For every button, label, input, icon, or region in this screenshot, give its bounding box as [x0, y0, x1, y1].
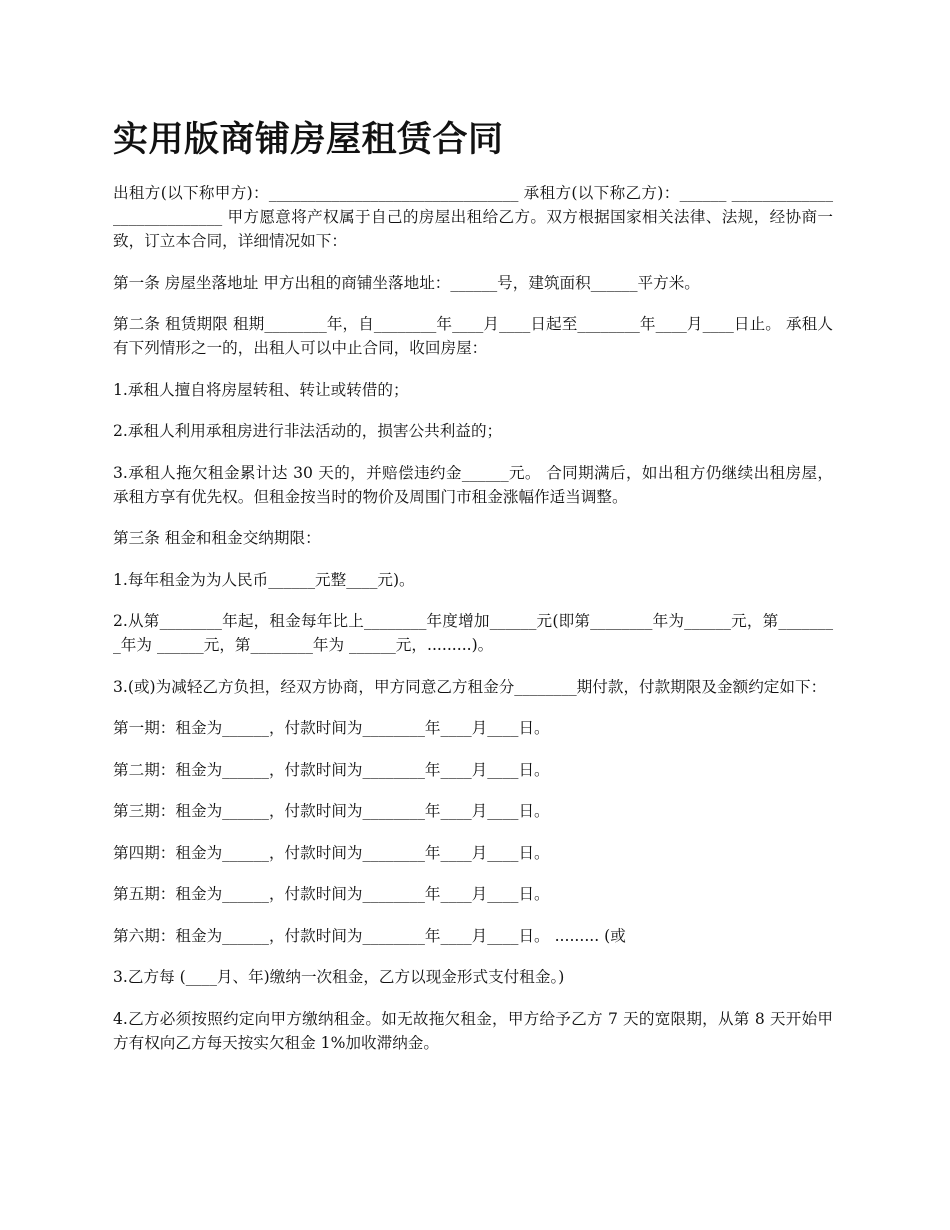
installment-6: 第六期：租金为______，付款时间为________年____月____日。 ......... (或	[113, 926, 626, 945]
rent-clause-4: 4.乙方必须按照约定向甲方缴纳租金。如无故拖欠租金，甲方给予乙方 7 天的宽限期，从第 8 天开始甲方有权向乙方每天按实欠租金 1%加收滞纳金。	[113, 1009, 833, 1052]
rent-clause-3-alt: 3.乙方每 (____月、年)缴纳一次租金，乙方以现金形式支付租金。)	[113, 968, 565, 986]
termination-clause-2: 2.承租人利用承租房进行非法活动的，损害公共利益的；	[113, 422, 503, 440]
article-1-location: 第一条 房屋坐落地址 甲方出租的商铺坐落地址：______号，建筑面积______平方米。	[113, 273, 700, 292]
parties-paragraph: 出租方(以下称甲方)：________________________________ 承租方(以下称乙方)：______ ___________________________ 甲方愿意将产权属于自己的房屋出租给乙方。双方根据国家相关法律、法规，经协商一致，订立本合同，详细情况如下：	[113, 184, 833, 250]
installment-1: 第一期：租金为______，付款时间为________年____月____日。	[113, 719, 550, 737]
installment-3: 第三期：租金为______，付款时间为________年____月____日。	[113, 802, 550, 820]
article-3-heading: 第三条 租金和租金交纳期限：	[113, 529, 321, 547]
termination-clause-3: 3.承租人拖欠租金累计达 30 天的，并赔偿违约金______元。 合同期满后，如出租方仍继续出租房屋，承租方享有优先权。但租金按当时的物价及周围门市租金涨幅作适当调整。	[113, 463, 833, 506]
installment-5: 第五期：租金为______，付款时间为________年____月____日。	[113, 885, 550, 903]
installment-4: 第四期：租金为______，付款时间为________年____月____日。	[113, 843, 550, 862]
termination-clause-1: 1.承租人擅自将房屋转租、转让或转借的；	[113, 380, 409, 399]
rent-clause-3: 3.(或)为减轻乙方负担，经双方协商，甲方同意乙方租金分________期付款，付款期限及金额约定如下：	[113, 677, 827, 696]
article-2-term: 第二条 租赁期限 租期________年，自________年____月____日起至________年____月____日止。 承租人有下列情形之一的，出租人可以中止合同，收回房屋：	[113, 315, 833, 357]
rent-clause-1: 1.每年租金为为人民币______元整____元)。	[113, 570, 415, 589]
document-body	[113, 181, 833, 1072]
rent-clause-2: 2.从第________年起，租金每年比上________年度增加______元(即第________年为______元，第________年为 ______元，第________年为 ______元，.........)。	[113, 612, 833, 654]
document-title: 实用版商铺房屋租赁合同	[113, 119, 504, 160]
installment-2: 第二期：租金为______，付款时间为________年____月____日。	[113, 760, 550, 779]
